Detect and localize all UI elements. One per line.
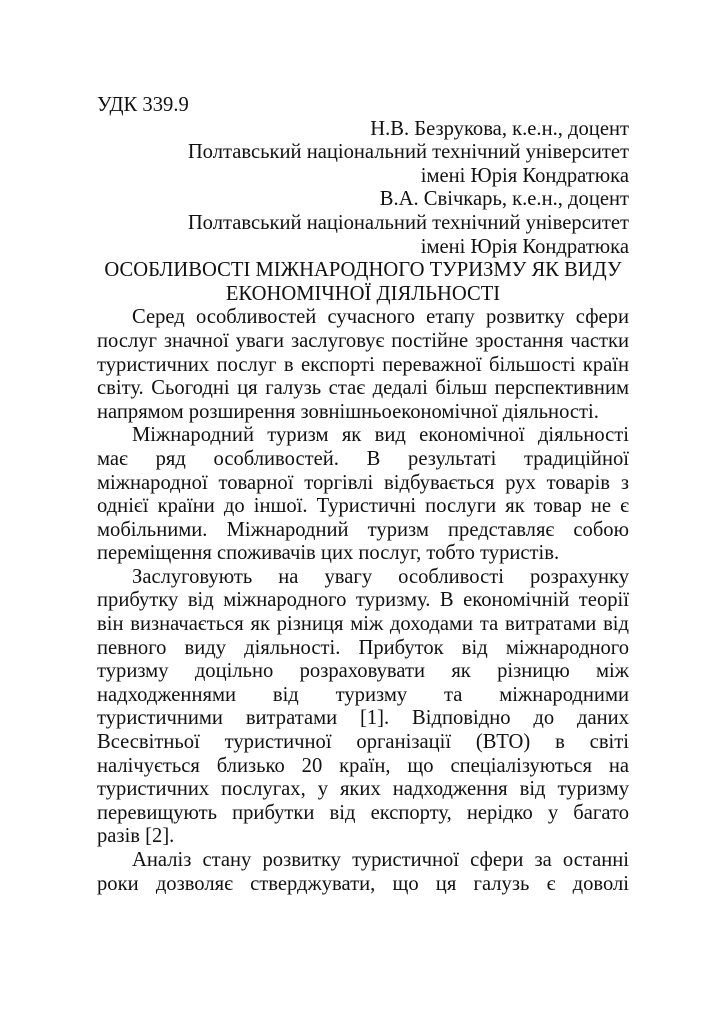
paragraph-line: туризму доцільно розраховувати як різницю між [97,660,629,683]
paragraph-line: Серед особливостей сучасного етапу розвитку сфери [132,306,629,329]
paragraph-line: напрямом розширення зовнішньоекономічної діяльності. [97,400,599,423]
paragraph-line: туристичними витратами [1]. Відповідно до даних [97,707,629,730]
author-affiliation: Полтавський національний технічний університет [187,211,629,234]
paragraph-line: він визначається як різниця між доходами та витратами від [97,613,629,636]
paragraph [97,306,629,424]
paragraph-line: разів [2]. [97,825,175,848]
author-name: Н.В. Безрукова, к.е.н., доцент [370,117,629,140]
title-line: ОСОБЛИВОСТІ МІЖНАРОДНОГО ТУРИЗМУ ЯК ВИДУ [104,259,622,282]
paragraph-line: туристичних послугах, у яких надходження від туризму [97,778,629,801]
paragraph-line: певного виду діяльності. Прибуток від міжнародного [97,636,629,659]
paragraph-line: послуг значної уваги заслуговує постійне зростання частки [97,329,629,352]
document-page [97,94,629,896]
paragraph-line: має ряд особливостей. В результаті традиційної [97,447,629,470]
author-affiliation: імені Юрія Кондратюка [420,164,629,187]
paragraph [97,849,629,896]
article-title [97,259,629,306]
paragraph-line: міжнародної товарної торгівлі відбувається рух товарів з [97,471,629,494]
paragraph [97,424,629,566]
paragraph-line: Всесвітньої туристичної організації (ВТО) в світі [97,731,629,754]
author-affiliation: імені Юрія Кондратюка [420,235,629,258]
author-affiliation: Полтавський національний технічний університет [187,141,629,164]
paragraph-line: Міжнародний туризм як вид економічної діяльності [132,424,629,447]
paragraph-line: однієї країни до іншої. Туристичні послуги як товар не є [97,495,629,518]
paragraph-line: переміщення споживачів цих послуг, тобто туристів. [97,542,560,565]
title-line: ЕКОНОМІЧНОЇ ДІЯЛЬНОСТІ [225,282,501,305]
paragraph [97,566,629,849]
paragraph-line: надходженнями від туризму та міжнародними [97,683,629,706]
paragraph-line: мобільними. Міжнародний туризм представляє собою [97,518,629,541]
paragraph-line: туристичних послуг в експорті переважної більшості країн [97,353,629,376]
article-body [97,306,629,896]
author-block-2 [97,188,629,259]
paragraph-line: Аналіз стану розвитку туристичної сфери за останні [132,849,629,871]
paragraph-line: прибутку від міжнародного туризму. В економічній теорії [97,589,629,612]
udc-code: УДК 339.9 [97,94,189,116]
paragraph-line: світу. Сьогодні ця галузь стає дедалі більш перспективним [97,377,629,400]
paragraph-line: перевищують прибутки від експорту, нерідко у багато [97,801,629,824]
paragraph-line: роки дозволяє стверджувати, що ця галузь є доволі [97,872,629,895]
author-name: В.А. Свічкарь, к.е.н., доцент [379,188,629,211]
paragraph-line: Заслуговують на увагу особливості розрахунку [132,565,629,588]
author-block-1 [97,118,629,189]
paragraph-line: налічується близько 20 країн, що спеціалізуються на [97,754,629,777]
